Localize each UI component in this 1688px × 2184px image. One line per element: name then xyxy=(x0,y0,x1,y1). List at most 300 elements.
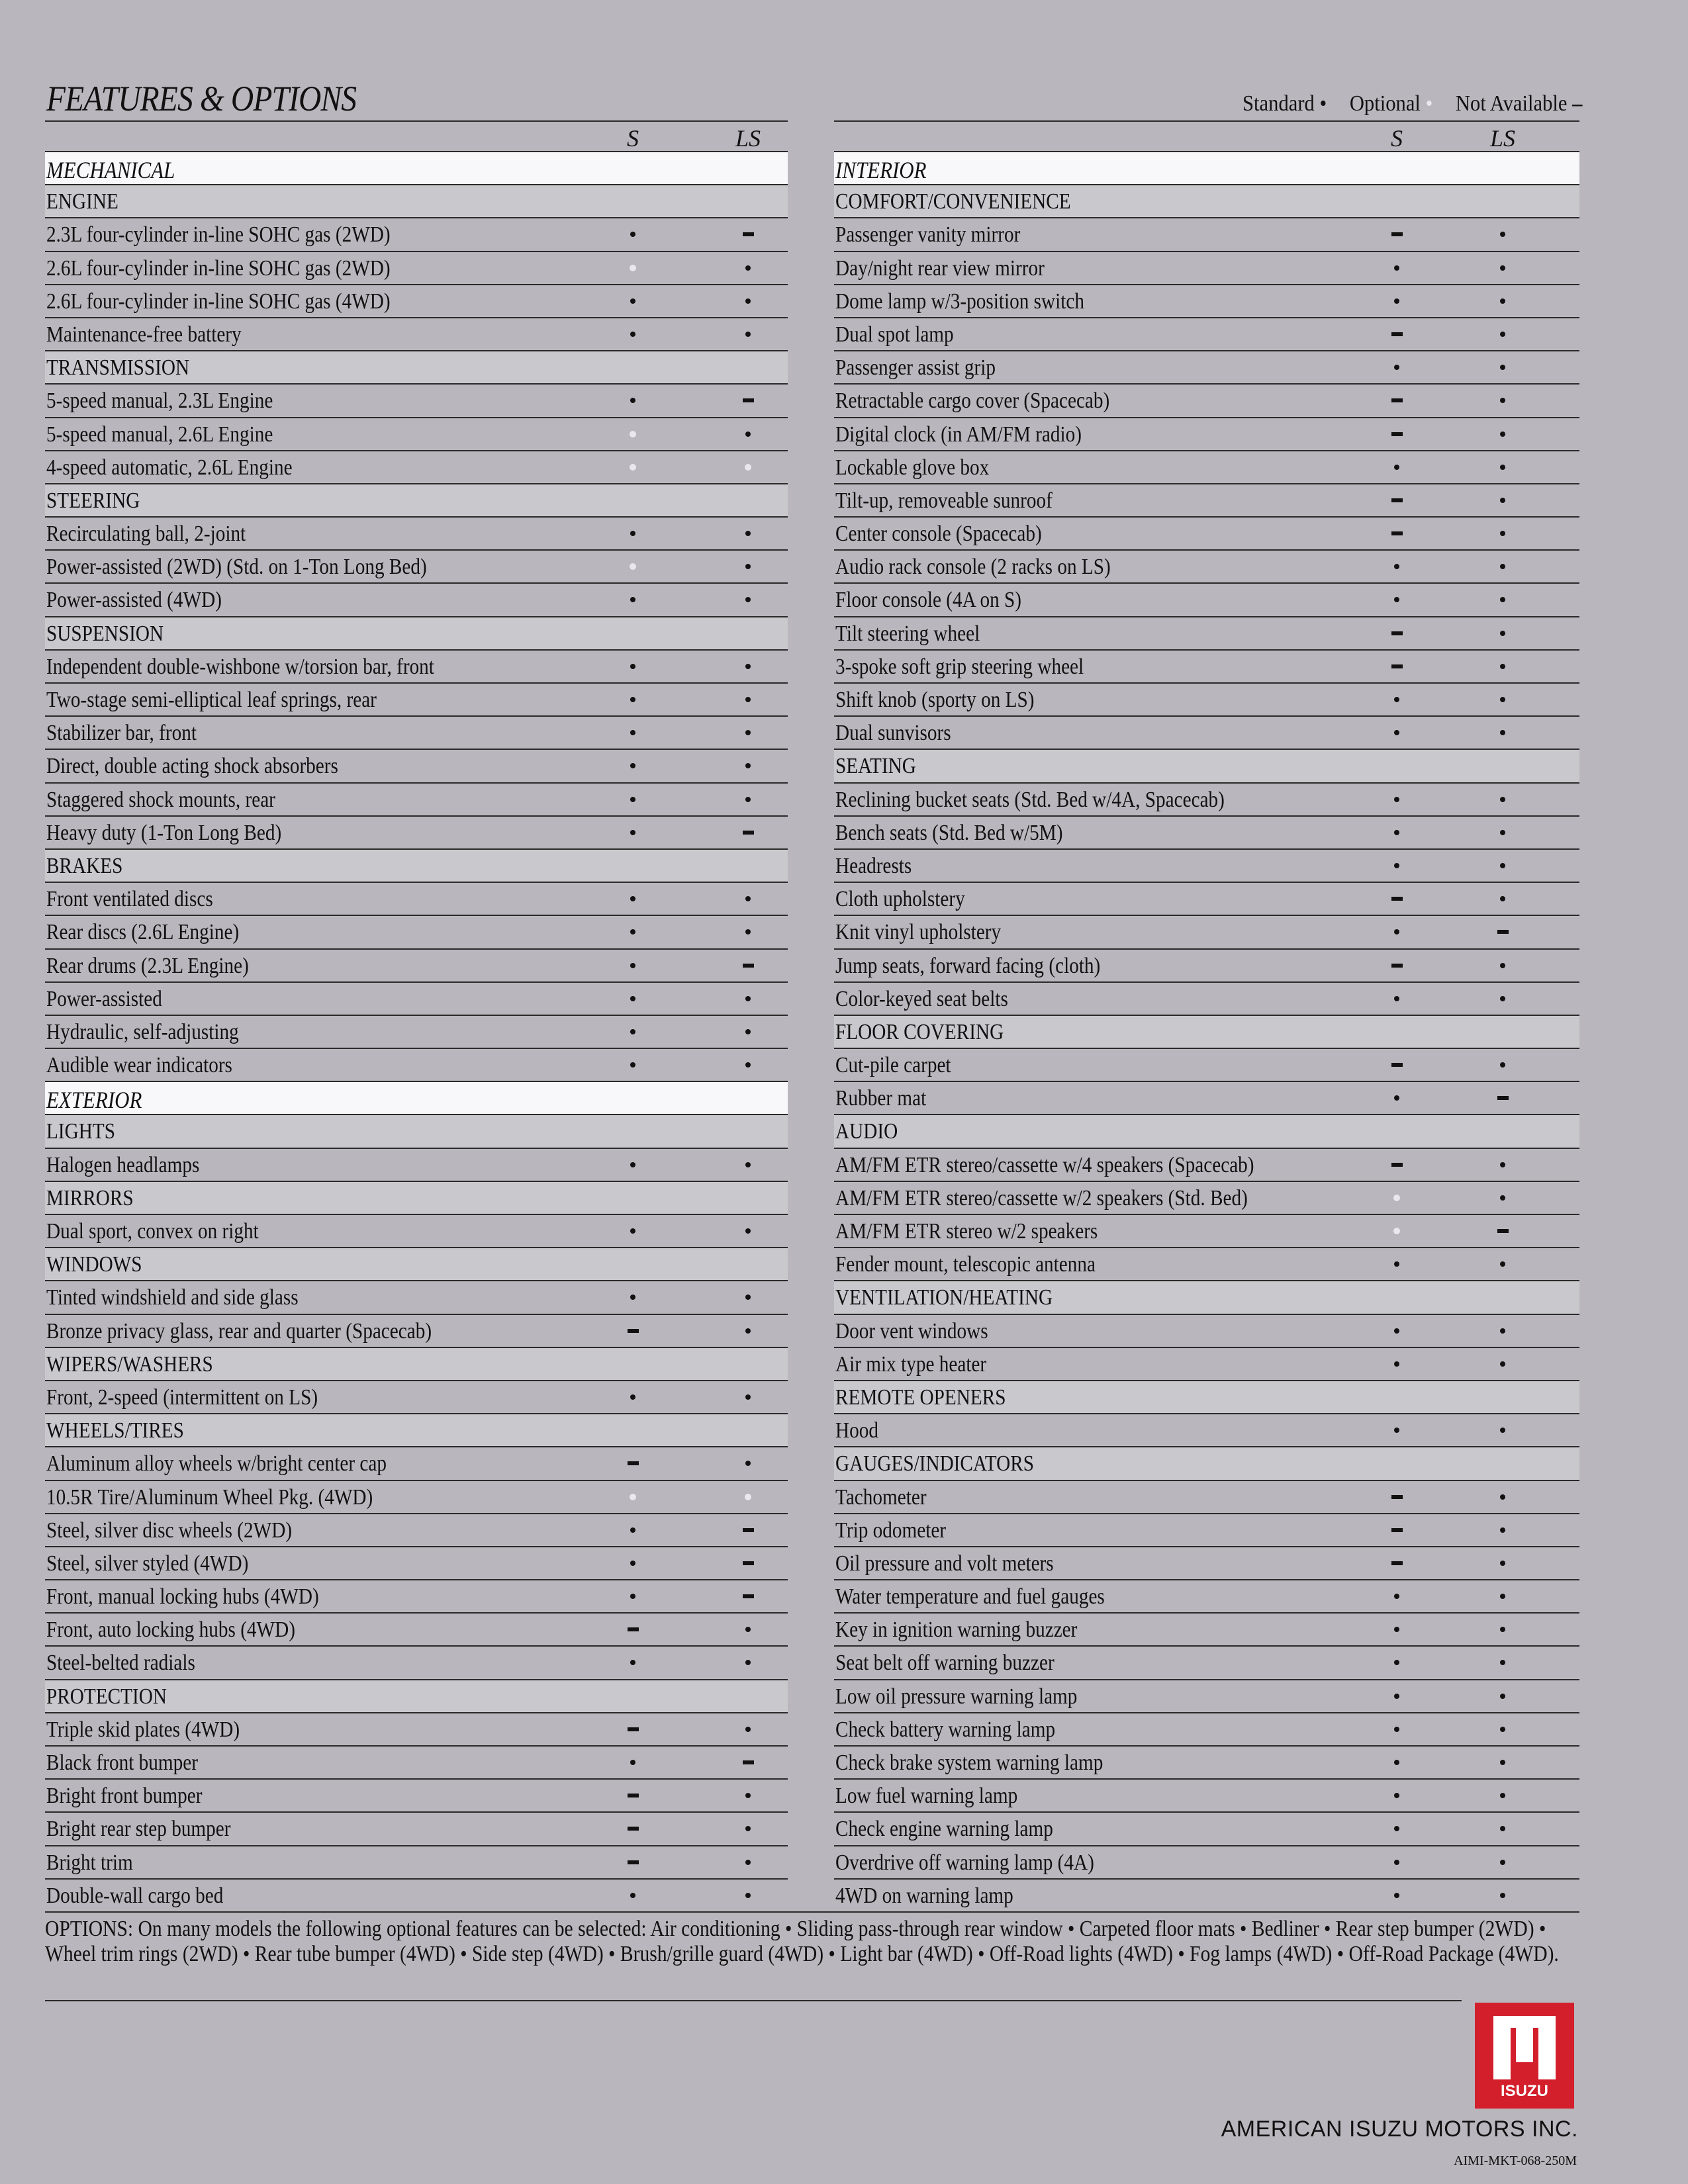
standard-dot-icon xyxy=(1394,1261,1399,1267)
table-row xyxy=(45,651,788,684)
s-availability xyxy=(606,584,659,615)
row-label: AM/FM ETR stereo w/2 speakers xyxy=(835,1219,1098,1244)
row-label: Rear drums (2.3L Engine) xyxy=(46,953,249,978)
category-header xyxy=(45,1680,788,1713)
standard-dot-icon xyxy=(745,1394,751,1400)
s-availability xyxy=(1370,1315,1423,1347)
s-availability xyxy=(1370,218,1423,250)
ls-availability xyxy=(722,1315,774,1347)
table-row xyxy=(834,285,1579,318)
table-row xyxy=(45,218,788,251)
table-row xyxy=(45,983,788,1016)
not-available-dash-icon xyxy=(743,1561,754,1565)
ls-availability xyxy=(1476,983,1529,1015)
ls-availability xyxy=(1476,916,1529,948)
standard-dot-icon xyxy=(745,797,751,802)
row-label: 10.5R Tire/Aluminum Wheel Pkg. (4WD) xyxy=(46,1484,373,1510)
category-header xyxy=(45,1414,788,1447)
standard-dot-icon xyxy=(1500,730,1505,735)
row-label: Headrests xyxy=(835,853,912,878)
s-availability xyxy=(1370,1049,1423,1081)
s-availability xyxy=(1370,1780,1423,1811)
s-availability xyxy=(1370,1813,1423,1844)
s-availability xyxy=(1370,1580,1423,1612)
not-available-dash-icon xyxy=(743,232,754,236)
s-availability xyxy=(606,1149,659,1181)
standard-dot-icon xyxy=(1500,432,1505,437)
row-label: Air mix type heater xyxy=(835,1351,987,1377)
col-ls-header: LS xyxy=(1489,125,1516,152)
ls-availability xyxy=(722,385,774,416)
ls-availability xyxy=(1476,1747,1529,1778)
optional-dot-icon xyxy=(745,1494,751,1500)
ls-availability xyxy=(1476,1248,1529,1280)
table-row xyxy=(45,1747,788,1780)
table-row xyxy=(45,717,788,750)
standard-dot-icon xyxy=(745,265,751,271)
s-availability xyxy=(606,983,659,1015)
ls-availability xyxy=(722,950,774,981)
s-availability xyxy=(606,684,659,715)
standard-dot-icon xyxy=(1394,996,1399,1001)
col-ls-header: LS xyxy=(735,125,761,152)
table-row xyxy=(45,551,788,584)
row-label: Door vent windows xyxy=(835,1318,988,1343)
ls-availability xyxy=(722,750,774,782)
legend-not-available: Not Available – xyxy=(1455,91,1582,116)
table-row xyxy=(45,1647,788,1680)
s-availability xyxy=(606,451,659,483)
row-label: Black front bumper xyxy=(46,1751,198,1775)
not-available-dash-icon xyxy=(1391,897,1403,901)
row-label: 5-speed manual, 2.3L Engine xyxy=(46,388,273,414)
ls-availability xyxy=(722,1580,774,1612)
s-availability xyxy=(606,717,659,749)
table-row xyxy=(45,318,788,351)
table-row xyxy=(834,883,1579,916)
not-available-dash-icon xyxy=(743,964,754,968)
standard-dot-icon xyxy=(1394,564,1399,569)
row-label: Bronze privacy glass, rear and quarter (Spacecab) xyxy=(46,1318,432,1343)
not-available-dash-icon xyxy=(628,1727,639,1731)
ls-availability xyxy=(1476,1780,1529,1811)
page-title: FEATURES & OPTIONS xyxy=(46,79,357,118)
ls-availability xyxy=(1476,584,1529,615)
table-row xyxy=(834,1082,1579,1115)
table-row xyxy=(45,1880,788,1913)
standard-dot-icon xyxy=(745,763,751,768)
row-label: Center console (Spacecab) xyxy=(835,522,1042,547)
row-label: WINDOWS xyxy=(46,1252,142,1277)
table-row xyxy=(45,950,788,983)
table-row xyxy=(45,1016,788,1049)
category-header xyxy=(45,1182,788,1215)
row-label: REMOTE OPENERS xyxy=(835,1385,1006,1410)
standard-dot-icon xyxy=(630,697,635,702)
s-availability xyxy=(1370,1348,1423,1380)
table-row xyxy=(834,1315,1579,1348)
table-row xyxy=(834,916,1579,949)
ls-availability xyxy=(1476,1149,1529,1181)
category-header xyxy=(834,185,1579,218)
ls-availability xyxy=(722,651,774,682)
s-availability xyxy=(606,285,659,317)
standard-dot-icon xyxy=(745,531,751,536)
not-available-dash-icon xyxy=(743,1594,754,1598)
not-available-dash-icon xyxy=(1391,1063,1403,1067)
s-availability xyxy=(1370,1215,1423,1247)
standard-dot-icon xyxy=(1500,1494,1505,1500)
ls-availability xyxy=(1476,1481,1529,1513)
standard-dot-icon xyxy=(1500,1727,1505,1732)
standard-dot-icon xyxy=(1500,398,1505,403)
table-row xyxy=(45,1580,788,1614)
row-label: PROTECTION xyxy=(46,1684,167,1709)
ls-availability xyxy=(722,1713,774,1745)
row-label: 4-speed automatic, 2.6L Engine xyxy=(46,455,293,480)
s-availability xyxy=(1370,1713,1423,1745)
s-availability xyxy=(606,1049,659,1081)
s-availability xyxy=(1370,1614,1423,1645)
row-label: Dual sunvisors xyxy=(835,721,951,746)
ls-availability xyxy=(722,1880,774,1911)
standard-dot-icon xyxy=(630,1162,635,1167)
table-row xyxy=(45,1381,788,1414)
table-row xyxy=(45,518,788,551)
row-label: Double-wall cargo bed xyxy=(46,1883,224,1908)
row-label: Audio rack console (2 racks on LS) xyxy=(835,555,1111,580)
row-label: 4WD on warning lamp xyxy=(835,1883,1013,1908)
ls-availability xyxy=(722,584,774,615)
ls-availability xyxy=(722,1381,774,1413)
standard-dot-icon xyxy=(630,664,635,669)
standard-dot-icon xyxy=(1394,365,1399,370)
standard-dot-icon xyxy=(630,1029,635,1034)
row-label: Check battery warning lamp xyxy=(835,1717,1056,1742)
table-row xyxy=(45,1813,788,1846)
s-availability xyxy=(1370,1647,1423,1678)
standard-dot-icon xyxy=(630,763,635,768)
row-label: Front, 2-speed (intermittent on LS) xyxy=(46,1385,318,1410)
s-availability xyxy=(606,1846,659,1878)
ls-availability xyxy=(1476,1514,1529,1546)
s-availability xyxy=(606,1880,659,1911)
company-name: AMERICAN ISUZU MOTORS INC. xyxy=(1221,2116,1578,2142)
category-header xyxy=(45,850,788,883)
optional-dot-icon xyxy=(630,265,636,271)
not-available-dash-icon xyxy=(1391,1495,1403,1499)
standard-dot-icon xyxy=(1394,298,1399,304)
standard-dot-icon xyxy=(1500,498,1505,503)
standard-dot-icon xyxy=(745,664,751,669)
standard-dot-icon xyxy=(1394,1893,1399,1898)
ls-availability xyxy=(722,1215,774,1247)
standard-dot-icon xyxy=(630,1660,635,1665)
row-label: WIPERS/WASHERS xyxy=(46,1351,213,1377)
standard-dot-icon xyxy=(1500,996,1505,1001)
row-label: Recirculating ball, 2-joint xyxy=(46,522,246,547)
row-label: Aluminum alloy wheels w/bright center cap xyxy=(46,1451,387,1477)
not-available-dash-icon xyxy=(1391,332,1403,336)
standard-dot-icon xyxy=(630,1527,635,1533)
row-label: MECHANICAL xyxy=(46,157,175,183)
s-availability xyxy=(1370,950,1423,981)
table-row xyxy=(834,1647,1579,1680)
ls-availability xyxy=(722,252,774,284)
standard-dot-icon xyxy=(745,1029,751,1034)
standard-dot-icon xyxy=(745,1062,751,1068)
table-row xyxy=(834,518,1579,551)
s-availability xyxy=(606,551,659,582)
standard-dot-icon xyxy=(1394,1760,1399,1765)
s-availability xyxy=(1370,252,1423,284)
right-rows xyxy=(834,152,1579,1913)
row-label: VENTILATION/HEATING xyxy=(835,1285,1053,1310)
ls-availability xyxy=(722,1614,774,1645)
standard-dot-icon xyxy=(1394,1826,1399,1831)
ls-availability xyxy=(722,1514,774,1546)
table-row xyxy=(45,1049,788,1082)
row-label: Tinted windshield and side glass xyxy=(46,1285,299,1310)
ls-availability xyxy=(722,551,774,582)
standard-dot-icon xyxy=(630,730,635,735)
row-label: Trip odometer xyxy=(835,1518,947,1543)
row-label: Check brake system warning lamp xyxy=(835,1751,1103,1775)
s-availability xyxy=(1370,385,1423,416)
ls-availability xyxy=(722,717,774,749)
standard-dot-icon xyxy=(1500,332,1505,337)
row-label: Stabilizer bar, front xyxy=(46,721,197,746)
standard-dot-icon xyxy=(1500,1893,1505,1898)
table-row xyxy=(45,1780,788,1813)
ls-availability xyxy=(1476,1647,1529,1678)
standard-dot-icon xyxy=(1500,365,1505,370)
row-label: SUSPENSION xyxy=(46,621,164,646)
s-availability xyxy=(1370,1414,1423,1446)
row-label: Staggered shock mounts, rear xyxy=(46,787,275,812)
not-available-dash-icon xyxy=(1391,232,1403,236)
s-availability xyxy=(606,218,659,250)
not-available-dash-icon xyxy=(1391,964,1403,968)
row-label: Cut-pile carpet xyxy=(835,1053,951,1078)
s-availability xyxy=(606,883,659,915)
standard-dot-icon xyxy=(1500,1062,1505,1068)
s-availability xyxy=(606,385,659,416)
standard-dot-icon xyxy=(1394,1594,1399,1599)
row-label: Hydraulic, self-adjusting xyxy=(46,1019,239,1044)
s-availability xyxy=(606,1281,659,1313)
ls-availability xyxy=(1476,950,1529,981)
table-row xyxy=(834,1414,1579,1447)
s-availability xyxy=(606,518,659,549)
row-label: Front, manual locking hubs (4WD) xyxy=(46,1584,319,1610)
s-availability xyxy=(606,784,659,815)
table-row xyxy=(834,385,1579,418)
standard-dot-icon xyxy=(1500,697,1505,702)
section-header xyxy=(45,152,788,185)
row-label: Cloth upholstery xyxy=(835,887,965,912)
table-row xyxy=(45,1547,788,1580)
ls-availability xyxy=(1476,285,1529,317)
optional-dot-icon xyxy=(1393,1195,1400,1201)
category-header xyxy=(45,185,788,218)
s-availability xyxy=(1370,1082,1423,1114)
table-row xyxy=(834,850,1579,883)
category-header xyxy=(834,1281,1579,1314)
s-availability xyxy=(1370,850,1423,882)
not-available-dash-icon xyxy=(1391,1561,1403,1565)
standard-dot-icon xyxy=(1500,1328,1505,1334)
table-row xyxy=(834,551,1579,584)
row-label: Jump seats, forward facing (cloth) xyxy=(835,953,1101,978)
table-row xyxy=(45,285,788,318)
options-top-rule xyxy=(45,1911,1579,1913)
row-label: Check engine warning lamp xyxy=(835,1817,1053,1842)
standard-dot-icon xyxy=(745,332,751,337)
standard-dot-icon xyxy=(1500,1793,1505,1798)
row-label: Oil pressure and volt meters xyxy=(835,1551,1054,1576)
standard-dot-icon xyxy=(1500,597,1505,602)
row-label: Dome lamp w/3-position switch xyxy=(835,289,1085,314)
ls-availability xyxy=(1476,1182,1529,1214)
ls-availability xyxy=(1476,617,1529,649)
standard-dot-icon xyxy=(1394,730,1399,735)
standard-dot-icon xyxy=(745,697,751,702)
standard-dot-icon xyxy=(1500,863,1505,868)
s-availability xyxy=(1370,617,1423,649)
row-label: Low fuel warning lamp xyxy=(835,1784,1018,1809)
category-header xyxy=(834,1016,1579,1049)
s-availability xyxy=(1370,1880,1423,1911)
standard-dot-icon xyxy=(1394,697,1399,702)
table-row xyxy=(834,1514,1579,1547)
ls-availability xyxy=(722,451,774,483)
standard-dot-icon xyxy=(1500,1261,1505,1267)
ls-availability xyxy=(1476,1215,1529,1247)
table-row xyxy=(834,1846,1579,1880)
optional-dot-icon xyxy=(630,431,636,437)
standard-dot-icon xyxy=(1500,465,1505,470)
ls-availability xyxy=(1476,518,1529,549)
row-label: Retractable cargo cover (Spacecab) xyxy=(835,388,1110,414)
standard-dot-icon xyxy=(1500,797,1505,802)
standard-dot-icon xyxy=(630,1228,635,1234)
row-label: Power-assisted xyxy=(46,986,162,1011)
standard-dot-icon xyxy=(1394,929,1399,934)
standard-dot-icon xyxy=(745,1328,751,1334)
row-label: Front, auto locking hubs (4WD) xyxy=(46,1617,296,1643)
optional-dot-icon xyxy=(745,464,751,471)
ls-availability xyxy=(722,1149,774,1181)
table-row xyxy=(834,817,1579,850)
standard-dot-icon xyxy=(745,896,751,901)
row-label: ENGINE xyxy=(46,189,118,214)
not-available-dash-icon xyxy=(1391,1163,1403,1167)
s-availability xyxy=(606,252,659,284)
legend-optional: Optional • xyxy=(1349,91,1432,116)
col-s-header: S xyxy=(1391,125,1403,152)
table-row xyxy=(45,916,788,949)
not-available-dash-icon xyxy=(1391,432,1403,436)
row-label: Overdrive off warning lamp (4A) xyxy=(835,1850,1094,1875)
row-label: BRAKES xyxy=(46,853,123,878)
standard-dot-icon xyxy=(630,1760,635,1765)
s-availability xyxy=(1370,784,1423,815)
standard-dot-icon xyxy=(1394,465,1399,470)
not-available-dash-icon xyxy=(1391,631,1403,635)
standard-dot-icon xyxy=(745,298,751,304)
s-availability xyxy=(606,1813,659,1844)
ls-availability xyxy=(722,1481,774,1513)
not-available-dash-icon xyxy=(628,1860,639,1864)
table-row xyxy=(834,1880,1579,1913)
row-label: Water temperature and fuel gauges xyxy=(835,1584,1105,1610)
table-row xyxy=(45,1149,788,1182)
s-availability xyxy=(1370,351,1423,383)
ls-availability xyxy=(1476,351,1529,383)
standard-dot-icon xyxy=(745,1893,751,1898)
row-label: Maintenance-free battery xyxy=(46,322,242,347)
s-availability xyxy=(1370,1481,1423,1513)
standard-dot-icon xyxy=(745,1727,751,1732)
ls-availability xyxy=(722,1813,774,1844)
table-row xyxy=(834,1248,1579,1281)
table-row xyxy=(834,1049,1579,1082)
s-availability xyxy=(1370,1547,1423,1579)
ls-availability xyxy=(722,1747,774,1778)
category-header xyxy=(45,617,788,651)
row-label: Floor console (4A on S) xyxy=(835,588,1022,613)
row-label: Direct, double acting shock absorbers xyxy=(46,754,338,779)
ls-availability xyxy=(1476,1315,1529,1347)
s-availability xyxy=(1370,484,1423,516)
category-header xyxy=(45,484,788,518)
row-label: AM/FM ETR stereo/cassette w/2 speakers (Std. Bed) xyxy=(835,1185,1248,1210)
standard-dot-icon xyxy=(745,1228,751,1234)
ls-availability xyxy=(1476,484,1529,516)
table-row xyxy=(45,584,788,617)
left-column-header xyxy=(45,120,788,152)
standard-dot-icon xyxy=(745,1162,751,1167)
category-header xyxy=(45,1348,788,1381)
options-note xyxy=(45,1917,1579,1967)
ls-availability xyxy=(722,1281,774,1313)
not-available-dash-icon xyxy=(743,398,754,402)
not-available-dash-icon xyxy=(743,831,754,835)
table-row xyxy=(834,651,1579,684)
standard-dot-icon xyxy=(1500,1860,1505,1865)
row-label: SEATING xyxy=(835,754,916,779)
s-availability xyxy=(606,1481,659,1513)
standard-dot-icon xyxy=(1394,1860,1399,1865)
standard-dot-icon xyxy=(630,929,635,934)
ls-availability xyxy=(722,1447,774,1479)
table-row xyxy=(834,717,1579,750)
s-availability xyxy=(606,916,659,948)
s-availability xyxy=(606,318,659,350)
s-availability xyxy=(1370,916,1423,948)
not-available-dash-icon xyxy=(628,1827,639,1831)
row-label: MIRRORS xyxy=(46,1185,134,1210)
not-available-dash-icon xyxy=(628,1461,639,1465)
row-label: Steel, silver styled (4WD) xyxy=(46,1551,249,1576)
ls-availability xyxy=(1476,385,1529,416)
ls-availability xyxy=(722,418,774,450)
left-column xyxy=(45,120,788,1913)
s-availability xyxy=(1370,285,1423,317)
not-available-dash-icon xyxy=(1497,1229,1509,1233)
ls-availability xyxy=(1476,1580,1529,1612)
